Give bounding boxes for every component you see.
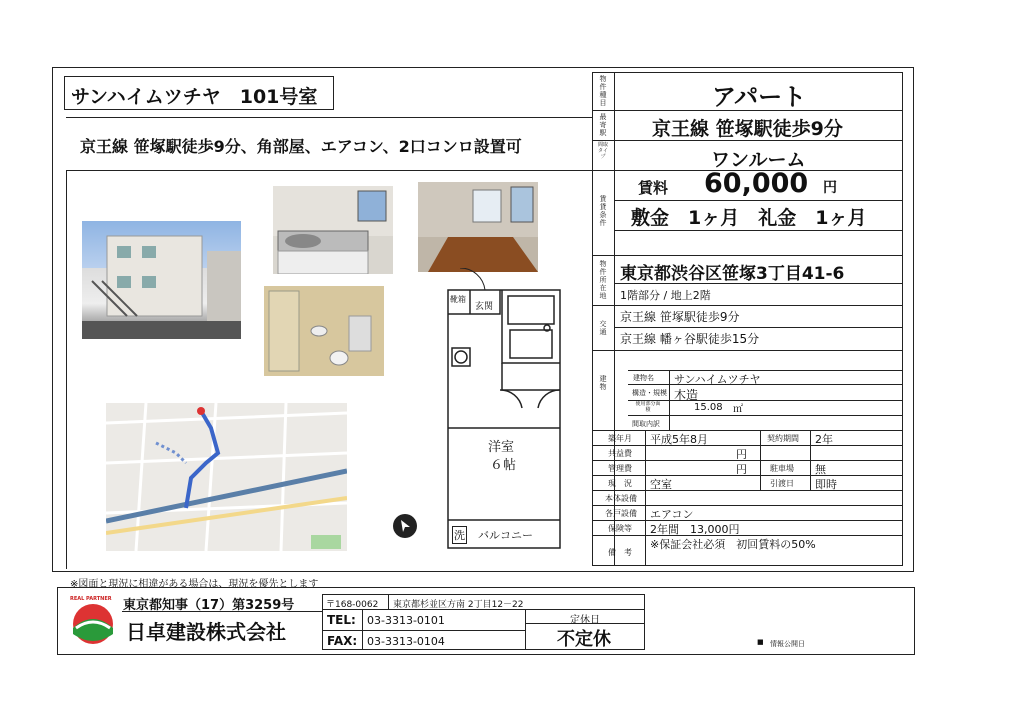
company-name: 日卓建設株式会社: [126, 620, 286, 644]
company-logo: [68, 594, 118, 650]
divider: [66, 171, 67, 569]
room-label: 洋室: [488, 440, 515, 455]
floor-info: 1階部分 / 地上2階: [620, 289, 711, 302]
status: 空室: [650, 478, 672, 491]
fax-label: FAX:: [327, 634, 358, 648]
postal: 〒168-0062: [326, 600, 379, 610]
company-address: 東京都杉並区方南 2丁目12－22: [393, 600, 524, 610]
label-terms: 賃貸条件: [599, 195, 607, 227]
bathroom-photo: [264, 286, 384, 376]
nearest-station: 京王線 笹塚駅徒歩9分: [652, 118, 843, 140]
parking: 無: [815, 463, 826, 476]
mgmt-fee-unit: 円: [736, 463, 747, 476]
contract-label: 契約期間: [767, 434, 799, 443]
rent-value: 60,000: [704, 168, 809, 199]
remarks-label: 備 考: [608, 548, 632, 557]
parking-label: 駐車場: [770, 464, 794, 473]
info-date-bullet: ■: [757, 638, 764, 646]
structure: 木造: [674, 388, 699, 402]
layout-detail-label: 間取内訳: [632, 420, 660, 428]
entrance-label: 玄関: [475, 302, 494, 312]
label-station: 最寄駅: [599, 113, 607, 137]
transport-2: 京王線 幡ヶ谷駅徒歩15分: [620, 332, 760, 346]
shoes-label: 靴箱: [450, 295, 466, 304]
label-address: 物件所在地: [599, 260, 607, 300]
remarks: ※保証会社必須 初回賃料の50%: [650, 538, 816, 551]
rent-label: 賃料: [638, 179, 669, 197]
building-title: サンハイムツチヤ 101号室: [71, 86, 318, 108]
laundry-label: 洗: [452, 526, 467, 544]
handover-label: 引渡日: [770, 479, 794, 488]
label-layout-type: 間取タイプ: [598, 142, 609, 160]
common-fee-label: 共益費: [608, 449, 632, 458]
unit-equip: エアコン: [650, 508, 694, 521]
address: 東京都渋谷区笹塚3丁目41-6: [620, 264, 845, 284]
area-label: 使用部分面積: [635, 401, 661, 413]
area-value: 15.08: [694, 402, 723, 413]
exterior-photo: [82, 221, 241, 339]
built-label: 築年月: [608, 434, 632, 443]
layout-type: ワンルーム: [711, 149, 806, 171]
room-size-label: ６帖: [490, 458, 517, 473]
transport-1: 京王線 笹塚駅徒歩9分: [620, 310, 740, 324]
balcony-label: バルコニー: [478, 529, 533, 542]
license: 東京都知事（17）第3259号: [123, 598, 295, 613]
label-building: 建物: [599, 375, 607, 391]
holiday-label: 定休日: [570, 615, 600, 626]
label-transport: 交通: [599, 320, 607, 336]
rent-unit: 円: [823, 180, 837, 196]
notice-text: ※図面と現況に相違がある場合は、現況を優先とします: [70, 579, 319, 590]
kitchen-photo: [273, 186, 393, 274]
room-photo: [418, 182, 538, 272]
insurance-label: 保険等: [608, 524, 632, 533]
status-label: 現 況: [608, 479, 632, 488]
logo-text: REAL PARTNER: [70, 596, 112, 602]
handover: 即時: [815, 478, 837, 491]
fax: 03-3313-0104: [367, 635, 445, 648]
title-box: [64, 76, 334, 110]
insurance: 2年間 13,000円: [650, 523, 740, 536]
property-type: アパート: [712, 83, 807, 111]
unit-equip-label: 各戸設備: [605, 509, 637, 518]
facilities-label: 本体設備: [605, 494, 637, 503]
common-fee-unit: 円: [736, 448, 747, 461]
label-property-type: 物件種目: [599, 75, 607, 107]
contract: 2年: [815, 433, 833, 446]
holiday: 不定休: [557, 629, 611, 650]
building-name-label: 建物名: [633, 374, 654, 382]
tel: 03-3313-0101: [367, 614, 445, 627]
deposit-line: 敷金 1ヶ月 礼金 1ヶ月: [631, 207, 867, 229]
floorplan: [440, 268, 565, 553]
built: 平成5年8月: [650, 433, 708, 446]
info-date-label: 情報公開日: [770, 640, 805, 648]
area-unit: ㎡: [733, 404, 743, 415]
compass-icon: [393, 514, 417, 538]
catchcopy: 京王線 笹塚駅徒歩9分、角部屋、エアコン、2口コンロ設置可: [80, 137, 522, 156]
catchcopy-box: [66, 117, 592, 171]
building-name: サンハイムツチヤ: [674, 373, 761, 386]
mgmt-fee-label: 管理費: [608, 464, 632, 473]
structure-label: 構造・規模: [632, 389, 667, 397]
map-image: [106, 403, 347, 551]
tel-label: TEL:: [327, 613, 356, 627]
